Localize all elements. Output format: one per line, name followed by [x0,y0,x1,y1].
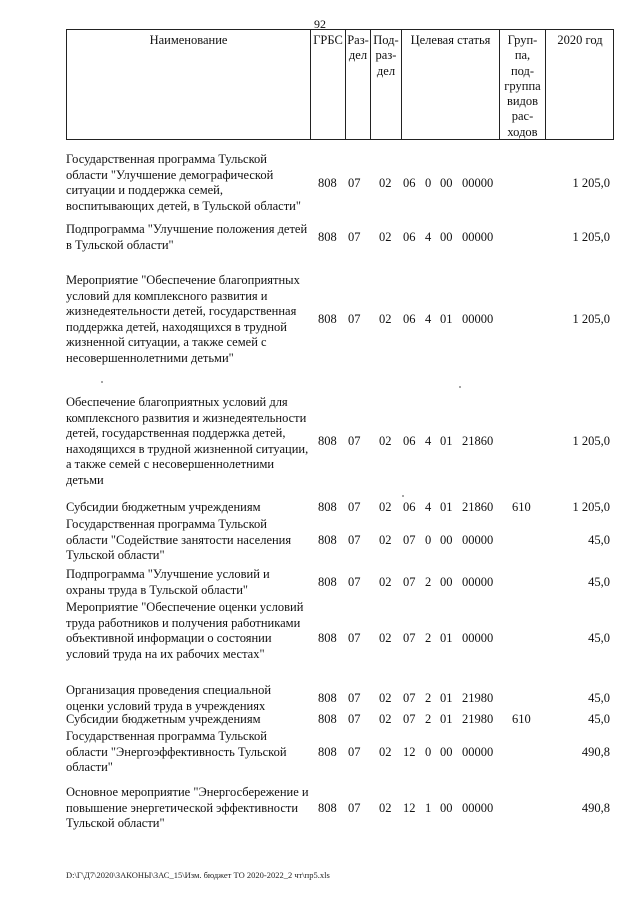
row-sum: 45,0 [588,712,610,726]
row-t2: 0 [425,745,432,759]
row-t4: 00000 [462,230,494,244]
row-name: Субсидии бюджетным учреждениям [66,500,261,514]
row-pr: 02 [379,312,392,326]
row-sum: 1 205,0 [572,312,610,326]
row-t1: 06 [403,434,416,448]
table-header [66,29,614,140]
row-name: Государственная программа Тульской области "Содействие занятости населения Тульской области" [66,517,292,562]
row-sum: 1 205,0 [572,230,610,244]
row-t1: 06 [403,312,416,326]
row-t1: 12 [403,801,416,815]
row-t4: 00000 [462,176,494,190]
row-sum: 45,0 [588,631,610,645]
row-grbs: 808 [318,691,337,705]
row-name: Государственная программа Тульской области "Энергоэффективность Тульской области" [66,729,287,774]
row-t3: 00 [440,533,453,547]
row-name: Основное мероприятие "Энергосбережение и повышение энергетической эффективности Тульской области" [66,785,309,830]
row-t3: 00 [440,230,453,244]
row-grbs: 808 [318,500,337,514]
row-rz: 07 [348,533,361,547]
row-name: Субсидии бюджетным учреждениям [66,712,261,726]
row-sum: 1 205,0 [572,176,610,190]
scan-speck [101,381,103,383]
row-t1: 07 [403,691,416,705]
page-number: 92 [314,17,326,31]
row-t3: 01 [440,312,453,326]
header-group: Груп- па, под- группа видов рас- ходов [500,30,546,139]
row-pr: 02 [379,176,392,190]
row-t4: 21980 [462,712,494,726]
scan-speck [459,386,461,388]
row-t2: 2 [425,575,432,589]
row-pr: 02 [379,230,392,244]
row-name: Государственная программа Тульской области "Улучшение демографической ситуации и поддержка семей, воспитывающих детей, в Тульской области" [66,152,301,213]
row-t2: 4 [425,230,432,244]
row-grbs: 808 [318,533,337,547]
row-t3: 00 [440,176,453,190]
row-rz: 07 [348,434,361,448]
row-vr: 610 [512,500,531,514]
row-t1: 06 [403,176,416,190]
row-sum: 1 205,0 [572,500,610,514]
row-sum: 45,0 [588,575,610,589]
row-rz: 07 [348,631,361,645]
row-t2: 0 [425,176,432,190]
row-rz: 07 [348,801,361,815]
header-target: Целевая статья [402,30,500,139]
row-rz: 07 [348,312,361,326]
row-t2: 1 [425,801,432,815]
header-name: Наименование [67,30,311,139]
row-t3: 00 [440,745,453,759]
row-pr: 02 [379,745,392,759]
row-pr: 02 [379,434,392,448]
row-t2: 2 [425,691,432,705]
row-name: Мероприятие "Обеспечение оценки условий труда работников и получения работниками объективной информации о состоянии условий труда на их рабочих местах" [66,600,304,661]
row-grbs: 808 [318,712,337,726]
row-pr: 02 [379,801,392,815]
footer-path: D:\Г\Д7\2020\ЗАКОНЫ\ЗАС_15\Изм. бюджет ТО 2020-2022_2 чт\пр5.xls [66,870,330,880]
row-t1: 07 [403,712,416,726]
row-pr: 02 [379,631,392,645]
row-t3: 01 [440,631,453,645]
row-vr: 610 [512,712,531,726]
row-rz: 07 [348,691,361,705]
row-t3: 01 [440,434,453,448]
row-sum: 45,0 [588,533,610,547]
row-t2: 4 [425,312,432,326]
row-rz: 07 [348,500,361,514]
row-t2: 0 [425,533,432,547]
row-rz: 07 [348,712,361,726]
row-t3: 00 [440,801,453,815]
row-t1: 07 [403,575,416,589]
header-podrazdel: Под- раз- дел [371,30,402,139]
row-grbs: 808 [318,575,337,589]
row-t1: 07 [403,631,416,645]
row-t3: 01 [440,500,453,514]
row-name: Организация проведения специальной оценки условий труда в учреждениях [66,683,272,713]
row-name: Мероприятие "Обеспечение благоприятных условий для комплексного развития и жизнедеятельности детей, государственная поддержка детей, находящихся в трудной жизненной ситуации, а также семей с несовершеннолетними детьми" [66,273,300,365]
row-t1: 07 [403,533,416,547]
row-grbs: 808 [318,176,337,190]
scan-speck [402,495,404,497]
row-grbs: 808 [318,801,337,815]
row-t1: 06 [403,230,416,244]
row-t4: 00000 [462,745,494,759]
row-t4: 21980 [462,691,494,705]
row-t2: 2 [425,712,432,726]
row-name: Обеспечение благоприятных условий для комплексного развития и жизнедеятельности детей, государственная поддержка детей, находящихся в трудной жизненной ситуации, а также семей с несовершеннолетними детьми [66,395,309,487]
row-t4: 00000 [462,533,494,547]
row-grbs: 808 [318,230,337,244]
row-t4: 21860 [462,434,494,448]
row-t4: 00000 [462,631,494,645]
row-pr: 02 [379,500,392,514]
header-year: 2020 год [557,33,603,47]
row-t2: 4 [425,434,432,448]
row-t1: 12 [403,745,416,759]
row-rz: 07 [348,745,361,759]
row-t1: 06 [403,500,416,514]
row-grbs: 808 [318,631,337,645]
row-pr: 02 [379,533,392,547]
header-grbs: ГРБС [311,30,346,139]
row-t3: 00 [440,575,453,589]
row-name: Подпрограмма "Улучшение условий и охраны труда в Тульской области" [66,567,270,597]
row-grbs: 808 [318,745,337,759]
row-t4: 00000 [462,801,494,815]
header-razdel: Раз- дел [346,30,371,139]
row-t3: 01 [440,712,453,726]
row-t4: 00000 [462,312,494,326]
row-rz: 07 [348,176,361,190]
row-sum: 1 205,0 [572,434,610,448]
row-grbs: 808 [318,312,337,326]
row-t4: 21860 [462,500,494,514]
row-t2: 4 [425,500,432,514]
row-pr: 02 [379,691,392,705]
row-rz: 07 [348,230,361,244]
row-name: Подпрограмма "Улучшение положения детей в Тульской области" [66,222,308,252]
row-sum: 45,0 [588,691,610,705]
row-sum: 490,8 [581,745,610,759]
row-sum: 490,8 [581,801,610,815]
row-pr: 02 [379,575,392,589]
row-rz: 07 [348,575,361,589]
row-pr: 02 [379,712,392,726]
row-t3: 01 [440,691,453,705]
row-grbs: 808 [318,434,337,448]
row-t4: 00000 [462,575,494,589]
row-t2: 2 [425,631,432,645]
